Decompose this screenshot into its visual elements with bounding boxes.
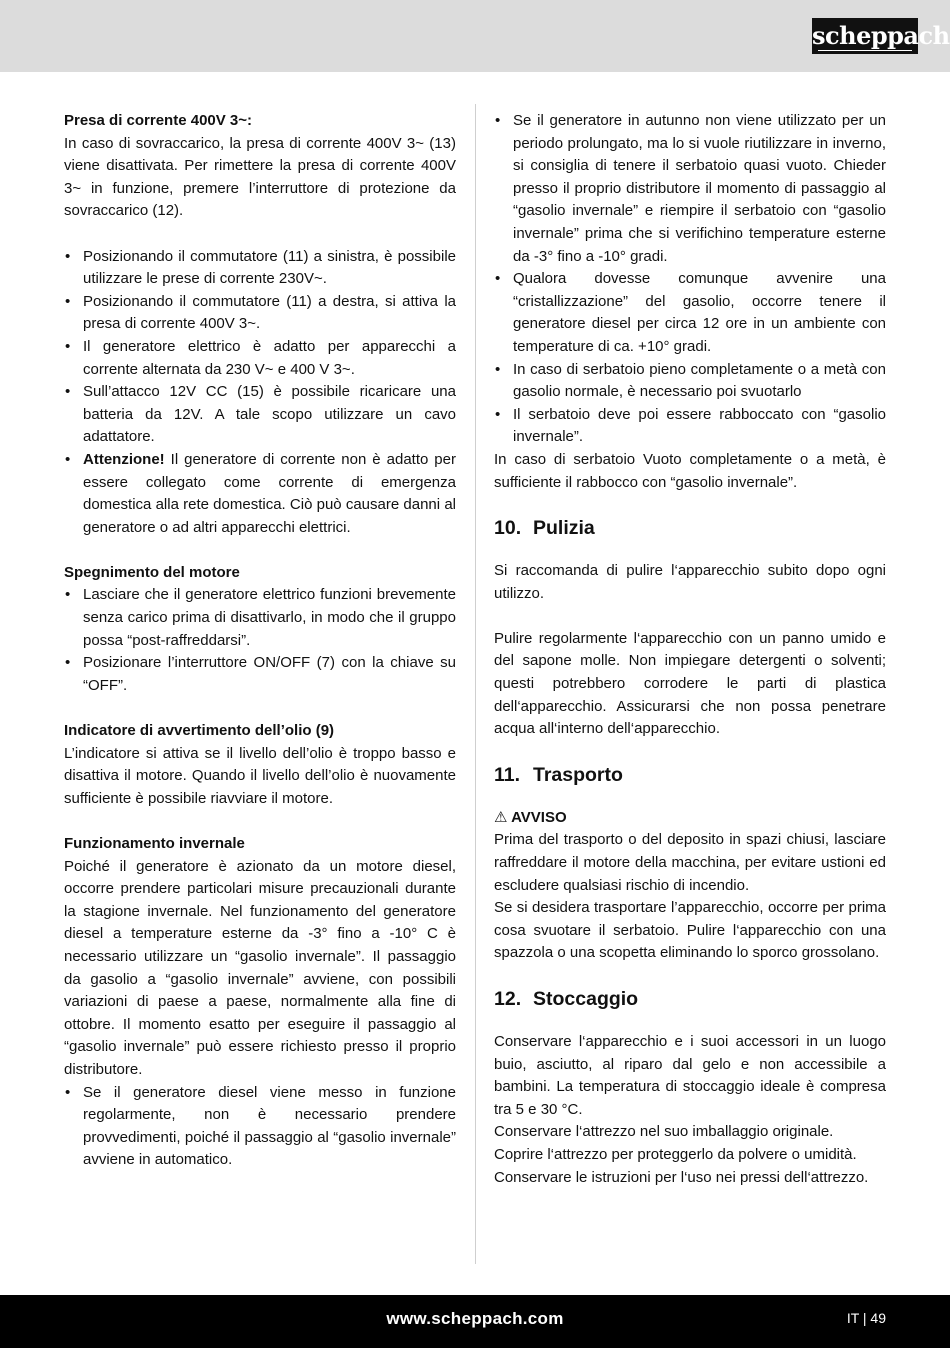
paragraph-storage-3: Coprire l‘attrezzo per proteggerlo da polvere o umidità. xyxy=(494,1145,857,1163)
section-title-shutdown: Spegnimento del motore xyxy=(64,563,240,581)
paragraph-winter: Poiché il generatore è azionato da un motore diesel, occorre prendere particolari misure precauzionali durante la stagione invernale. Nel funzionamento del generatore diesel a temperature esterne da -3° fino a -10° C è necessario utilizzare un “gasolio invernale”. Il passaggio da gasolio a “gasolio invernale” avviene, con possibili variazioni di paese a paese, normalmente alla fine di ottobre. Il momento esatto per eseguire il passaggio al “gasolio invernale” può essere richiesto presso il proprio distributore. xyxy=(64,857,456,1078)
paragraph-storage-2: Conservare l‘attrezzo nel suo imballaggio originale. xyxy=(494,1123,834,1141)
section-title-oil-warning: Indicatore di avvertimento dell’olio (9) xyxy=(64,722,335,740)
page-header xyxy=(0,0,950,72)
paragraph-transport-2: Se si desidera trasportare l’apparecchio, occorre per prima cosa svuotare il serbatoio. Pulire l‘apparecchio con una spazzola o una scopetta eliminando lo sporco grossolano. xyxy=(494,899,886,962)
attention-label: Attenzione! xyxy=(83,450,165,468)
list-item: • Qualora dovesse comunque avvenire una “cristallizzazione” del gasolio, occorre tenere il generatore diesel per circa 12 ore in un ambiente con temperature di ca. +10° gradi. xyxy=(494,268,886,358)
list-item: • Lasciare che il generatore elettrico funzioni brevemente senza carico prima di disattivarlo, in modo che il gruppo possa “post-raffreddarsi”. xyxy=(64,584,456,652)
paragraph-storage-1: Conservare l‘apparecchio e i suoi accessori in un luogo buio, asciutto, al riparo dal gelo e non accessibile a bambini. La temperatura di stoccaggio ideale è compresa tra 5 e 30 °C. xyxy=(494,1033,886,1118)
list-item: • Posizionare l’interruttore ON/OFF (7) con la chiave su “OFF”. xyxy=(64,652,456,697)
bullet-list-sockets xyxy=(64,246,456,540)
warning-label: AVVISO xyxy=(511,808,567,826)
column-divider xyxy=(475,104,476,1264)
list-item: • Il serbatoio deve poi essere rabboccato con “gasolio invernale”. xyxy=(494,404,886,449)
heading-cleaning xyxy=(494,516,886,540)
list-item: • Se il generatore in autunno non viene utilizzato per un periodo prolungato, ma lo si vuole riutilizzare in inverno, si consiglia di tenere il serbatoio quasi vuoto. Chieder presso il proprio distributore il momento di passaggio al “gasolio invernale” e riempire il serbatoio con “gasolio invernale” prima che si verifichino temperature esterne da -3° fino a -10° gradi. xyxy=(494,110,886,268)
brand-logo: scheppach xyxy=(812,18,918,54)
heading-text: Pulizia xyxy=(533,517,595,540)
website-link[interactable]: www.scheppach.com xyxy=(386,1309,564,1328)
paragraph-oil-warning: L’indicatore si attiva se il livello dell’olio è troppo basso e disattiva il motore. Quando il livello dell’olio è nuovamente sufficiente è possibile riavviare il motore. xyxy=(64,744,456,807)
list-item-attention xyxy=(64,449,456,539)
warning-notice xyxy=(494,807,886,830)
heading-number: 12. xyxy=(494,988,522,1010)
paragraph-refill: In caso di serbatoio Vuoto completamente o a metà, è sufficiente il rabbocco con “gasolio invernale”. xyxy=(494,450,886,491)
heading-number: 10. xyxy=(494,517,522,540)
attention-text: Il generatore di corrente non è adatto per essere collegato come corrente di emergenza domestica alla rete domestica. Ciò può causare danni al generatore o ad altri apparecchi elettrici. xyxy=(83,450,456,536)
paragraph-400v: In caso di sovraccarico, la presa di corrente 400V 3~ (13) viene disattivata. Per rimettere la presa di corrente 400V 3~ in funzione, premere l’interruttore di protezione da sovraccarico (12). xyxy=(64,134,456,220)
heading-number: 11. xyxy=(494,763,521,786)
list-item: • Posizionando il commutatore (11) a destra, si attiva la presa di corrente 400V 3~. xyxy=(64,291,456,336)
bullet-list-shutdown xyxy=(64,584,456,697)
section-title-400v: Presa di corrente 400V 3~: xyxy=(64,112,253,129)
list-item: • In caso di serbatoio pieno completamente o a metà con gasolio normale, è necessario poi svuotarlo xyxy=(494,359,886,404)
heading-text: Stoccaggio xyxy=(533,988,639,1010)
page-footer xyxy=(0,1295,950,1348)
list-item: • Il generatore elettrico è adatto per apparecchi a corrente alternata da 230 V~ e 400 V 3~. xyxy=(64,336,456,381)
heading-text: Trasporto xyxy=(533,763,623,786)
logo-underline xyxy=(818,50,912,51)
section-title-winter: Funzionamento invernale xyxy=(64,835,245,852)
paragraph-cleaning-2: Pulire regolarmente l‘apparecchio con un panno umido e del sapone molle. Non impiegare detergenti o solventi; questi potrebbero corrodere le parti di plastica dell‘apparecchio. Assicurarsi che non possa penetrare acqua all‘interno dell‘apparecchio. xyxy=(494,629,886,738)
heading-transport xyxy=(494,763,886,787)
left-column xyxy=(64,110,456,1172)
paragraph-storage-4: Conservare le istruzioni per l‘uso nei pressi dell‘attrezzo. xyxy=(494,1168,869,1186)
bullet-list-winter-fuel xyxy=(494,110,886,449)
bullet-list-winter xyxy=(64,1082,456,1172)
page-number: IT | 49 xyxy=(846,1310,886,1326)
list-item: • Se il generatore diesel viene messo in funzione regolarmente, non è necessario prendere provvedimenti, poiché il passaggio al “gasolio invernale” avviene in automatico. xyxy=(64,1082,456,1172)
heading-storage xyxy=(494,987,886,1011)
warning-icon: ⚠ xyxy=(494,808,508,826)
list-item: • Posizionando il commutatore (11) a sinistra, è possibile utilizzare le prese di corrente 230V~. xyxy=(64,246,456,291)
paragraph-transport-1: Prima del trasporto o del deposito in spazi chiusi, lasciare raffreddare il motore della macchina, per evitare ustioni ed escludere qualsiasi rischio di incendio. xyxy=(494,831,886,894)
list-item: • Sull’attacco 12V CC (15) è possibile ricaricare una batteria da 12V. A tale scopo utilizzare un cavo adattatore. xyxy=(64,381,456,449)
paragraph-cleaning-1: Si raccomanda di pulire l‘apparecchio subito dopo ogni utilizzo. xyxy=(494,562,886,602)
right-column xyxy=(494,110,886,1189)
